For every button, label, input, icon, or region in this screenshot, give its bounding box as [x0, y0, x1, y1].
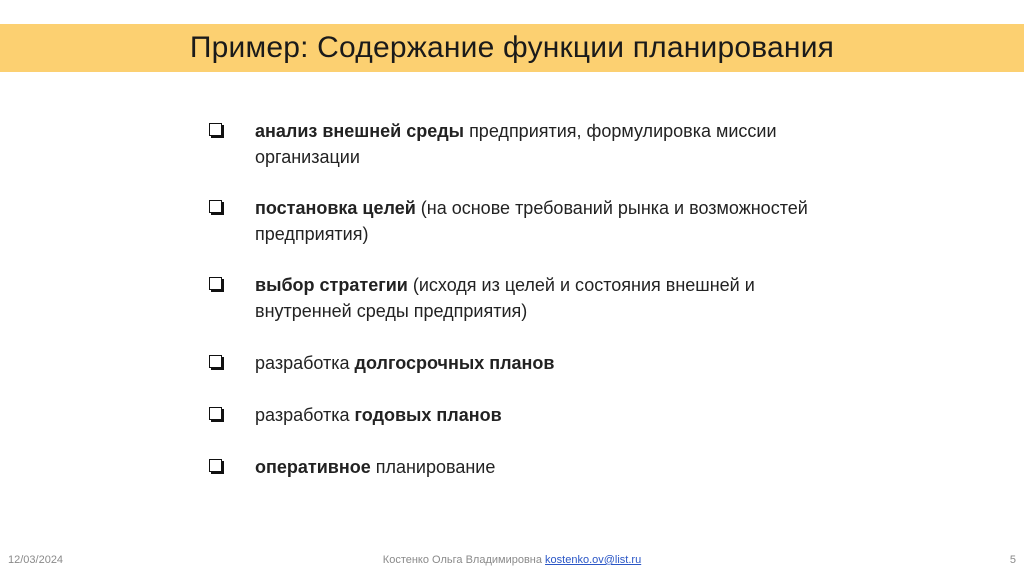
slide-title: Пример: Содержание функции планирования: [189, 31, 835, 64]
footer-email-link[interactable]: kostenko.ov@list.ru: [545, 554, 642, 566]
bullet-text: планирование: [370, 457, 496, 477]
bullet-item-long-term-plans: [209, 350, 849, 376]
bullet-bold-text: постановка целей: [255, 198, 416, 218]
bullet-text: разработка: [255, 405, 355, 425]
bullet-item-strategy-choice: [209, 272, 849, 324]
square-bullet-icon: [209, 123, 222, 136]
bullet-bold-text: оперативное: [255, 457, 371, 477]
bullet-text: разработка: [255, 353, 355, 373]
bullet-bold-text: анализ внешней среды: [255, 121, 465, 141]
square-bullet-icon: [209, 407, 222, 420]
bullet-text: предприятия, формулировка миссии организации: [255, 121, 777, 167]
bullet-item-operational-planning: [209, 454, 849, 480]
footer-author: Костенко Ольга Владимировна: [382, 554, 546, 566]
bullet-list: [209, 118, 849, 480]
page-number: 5: [1009, 554, 1016, 566]
bullet-bold-text: выбор стратегии: [255, 275, 408, 295]
footer-author-line: [0, 554, 1024, 566]
bullet-item-environment-analysis: [209, 118, 849, 170]
square-bullet-icon: [209, 277, 222, 290]
footer-date: 12/03/2024: [8, 554, 64, 566]
bullet-item-goal-setting: [209, 195, 849, 247]
bullet-item-annual-plans: [209, 402, 849, 428]
bullet-bold-text: годовых планов: [354, 405, 502, 425]
bullet-text: (исходя из целей и состояния внешней и внутренней среды предприятия): [255, 275, 755, 321]
bullet-bold-text: долгосрочных планов: [354, 353, 555, 373]
bullet-text: (на основе требований рынка и возможностей предприятия): [255, 198, 808, 244]
square-bullet-icon: [209, 200, 222, 213]
title-bar: [0, 24, 1024, 72]
square-bullet-icon: [209, 459, 222, 472]
square-bullet-icon: [209, 355, 222, 368]
